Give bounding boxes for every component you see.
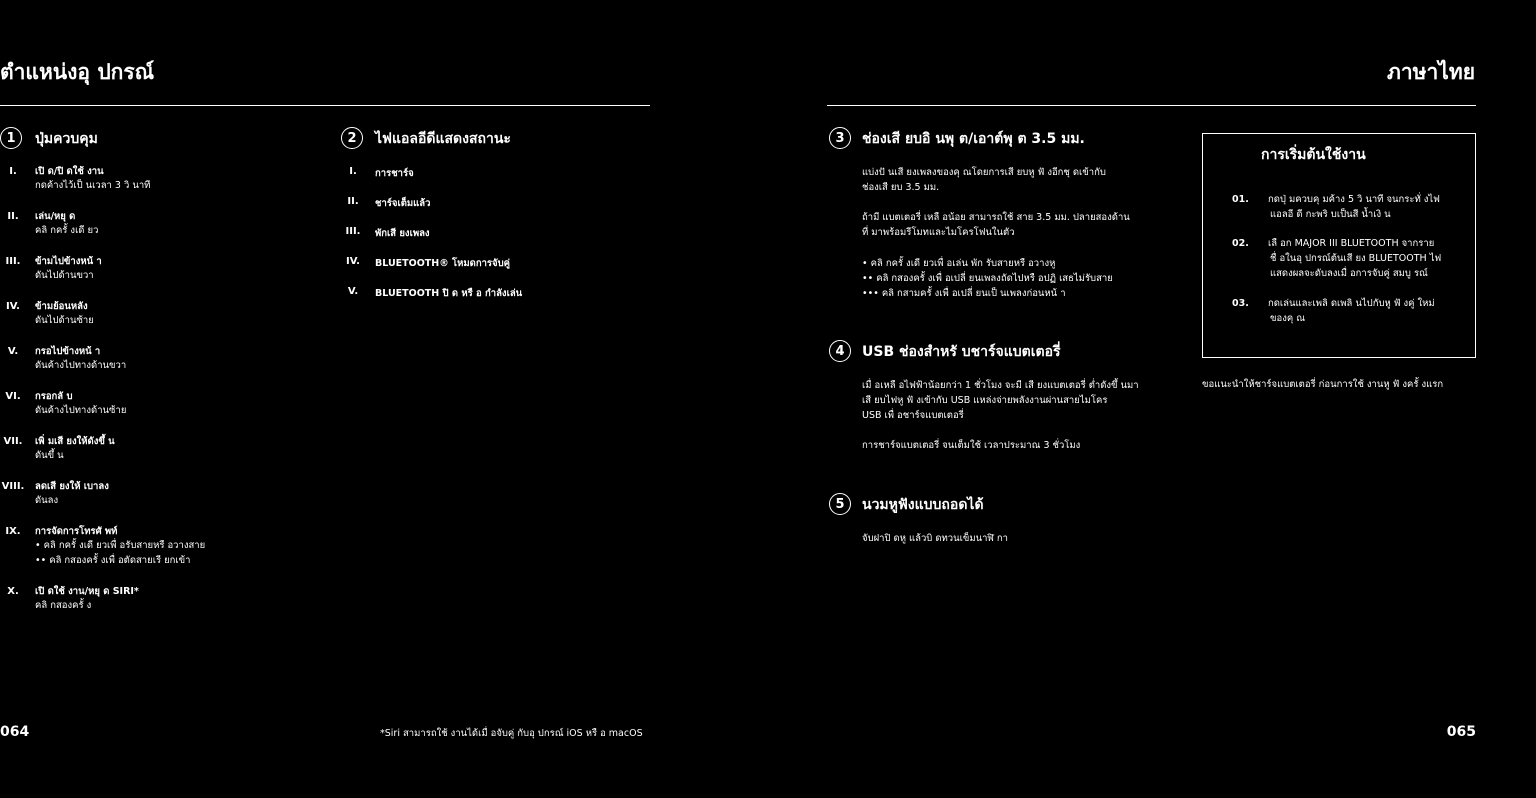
section-title: ปุ่มควบคุม (35, 131, 98, 147)
item-desc: คลิ กสองครั้ ง (35, 600, 92, 611)
section-number: 4 (829, 340, 851, 362)
text-line: USB เพื่ อชาร์จแบตเตอรี่ (862, 410, 964, 421)
section-title: USB ช่องสำหรั บชาร์จแบตเตอรี่ (862, 344, 1061, 360)
item-desc: ดันค้างไปทางด้านซ้าย (35, 405, 127, 416)
text-line: เสี ยบไฟหู ฟั งเข้ากับ USB แหล่งจ่ายพลังงานผ่านสายไมโคร (862, 395, 1108, 406)
item-desc: • คลิ กครั้ งเดี ยวเพื่ อรับสายหรื อวางสาย (35, 540, 206, 551)
bullet-item: • คลิ กครั้ งเดี ยวเพื่ อเล่น พัก รับสายหรื อวางหู (862, 258, 1056, 269)
text-line: จับฝาปิ ดหู แล้วบิ ดทวนเข็มนาฬิ กา (862, 533, 1009, 544)
step-number: 03. (1232, 298, 1249, 309)
item-title: กรอกลั บ (35, 391, 73, 402)
text-line: แบ่งปั นเสี ยงเพลงของคุ ณโดยการเสี ยบหู ฟั งอีกชุ ดเข้ากับ (862, 167, 1106, 178)
section-number: 2 (341, 127, 363, 149)
item-title: ข้ามย้อนหลัง (35, 301, 88, 312)
footnote: *Siri สามารถใช้ งานได้เมื่ อจับคู่ กับอุ ปกรณ์ iOS หรื อ macOS (380, 728, 643, 739)
paragraph (862, 531, 1008, 546)
step-text: กดเล่นและเพลิ ดเพลิ นไปกับหู ฟั งคู่ ใหม่ (1268, 298, 1435, 309)
text-line: การชาร์จแบตเตอรี่ จนเต็มใช้ เวลาประมาณ 3 ชั่วโมง (862, 440, 1081, 451)
item-number: VI. (5, 391, 21, 402)
item-title: BLUETOOTH® โหมดการจับคู่ (375, 258, 510, 269)
step-number: 02. (1232, 238, 1249, 249)
item-title: พักเสี ยงเพลง (375, 228, 430, 239)
item-title: การชาร์จ (375, 168, 414, 179)
section-number: 1 (0, 127, 22, 149)
item-title: ชาร์จเต็มแล้ว (375, 198, 431, 209)
item-number: I. (349, 166, 357, 177)
item-title: เปิ ด/ปิ ดใช้ งาน (35, 166, 104, 177)
item-title: การจัดการโทรศั พท์ (35, 526, 118, 537)
item-number: V. (7, 346, 19, 357)
text-line: ถ้ามี แบตเตอรี่ เหลื อน้อย สามารถใช้ สาย 3.5 มม. ปลายสองด้าน (862, 212, 1130, 223)
text-line: ช่องเสี ยบ 3.5 มม. (862, 182, 940, 193)
step-text: กดปุ่ มควบคุ มค้าง 5 วิ นาที จนกระทั่ งไฟ (1268, 194, 1440, 205)
divider-right (827, 105, 1476, 106)
item-title: BLUETOOTH ปิ ด หรื อ กำลังเล่น (375, 288, 523, 299)
item-desc: ดันไปด้านขวา (35, 270, 94, 281)
getting-started-box (1202, 133, 1476, 358)
item-desc: กดค้างไว้เป็ นเวลา 3 วิ นาที (35, 180, 151, 191)
item-number: IV. (6, 301, 20, 312)
section-title: ไฟแอลอีดีแสดงสถานะ (375, 131, 511, 147)
item-desc: ดันค้างไปทางด้านขวา (35, 360, 127, 371)
item-desc: ดันลง (35, 495, 59, 506)
page-title-left: ตำแหน่งอุ ปกรณ์ (0, 60, 155, 84)
page-title-right: ภาษาไทย (1387, 60, 1475, 84)
paragraph (862, 165, 1106, 195)
item-number: VII. (3, 436, 23, 447)
step-text: แสดงผลจะดับลงเมื่ อการจับคู่ สมบู รณ์ (1270, 268, 1428, 279)
item-title: เพิ่ มเสี ยงให้ดังขึ้ น (35, 436, 115, 447)
item-number: IV. (346, 256, 360, 267)
item-number: II. (7, 211, 19, 222)
paragraph (862, 378, 1139, 423)
item-desc: ดันไปด้านซ้าย (35, 315, 94, 326)
page-number-right: 065 (1446, 724, 1476, 740)
item-title: เปิ ดใช้ งาน/หยุ ด SIRI* (35, 586, 139, 597)
section-number: 5 (829, 493, 851, 515)
paragraph (862, 438, 1080, 453)
text-line: เมื่ อเหลื อไฟฟ้าน้อยกว่า 1 ชั่วโมง จะมี เสี ยงแบตเตอรี่ ต่ำดังขึ้ นมา (862, 380, 1139, 391)
step-text: ชื่ อในอุ ปกรณ์ต้นเสี ยง BLUETOOTH ไฟ (1270, 253, 1442, 264)
bullet-list (862, 256, 1113, 301)
box-title: การเริ่มต้นใช้งาน (1261, 147, 1366, 163)
item-number: II. (347, 196, 359, 207)
item-title: ข้ามไปข้างหน้ า (35, 256, 102, 267)
item-title: กรอไปข้างหน้ า (35, 346, 101, 357)
step-text: แอลอี ดี กะพริ บเป็นสี น้ำเงิ น (1270, 209, 1391, 220)
item-number: III. (345, 226, 361, 237)
item-desc: ดันขึ้ น (35, 450, 64, 461)
item-title: เล่น/หยุ ด (35, 211, 76, 222)
section-title: นวมหูฟังแบบถอดได้ (862, 497, 984, 513)
divider-left (0, 105, 650, 106)
text-line: ที่ มาพร้อมรีโมทและไมโครโฟนในตัว (862, 227, 1015, 238)
item-number: V. (347, 286, 359, 297)
step-text: ของคุ ณ (1270, 313, 1306, 324)
paragraph (862, 210, 1130, 240)
bullet-item: ••• คลิ กสามครั้ งเพื่ อเปลี่ ยนเป็ นเพลงก่อนหน้ า (862, 288, 1066, 299)
item-number: X. (7, 586, 19, 597)
step-number: 01. (1232, 194, 1249, 205)
item-desc: •• คลิ กสองครั้ งเพื่ อตัดสายเรี ยกเข้า (35, 555, 191, 566)
item-desc: คลิ กครั้ งเดี ยว (35, 225, 99, 236)
item-number: III. (5, 256, 21, 267)
item-title: ลดเสี ยงให้ เบาลง (35, 481, 109, 492)
recommendation-note: ขอแนะนำให้ชาร์จแบตเตอรี่ ก่อนการใช้ งานหู ฟั งครั้ งแรก (1202, 379, 1444, 390)
page-number-left: 064 (0, 724, 30, 740)
section-number: 3 (829, 127, 851, 149)
section-title: ช่องเสี ยบอิ นพุ ต/เอาต์พุ ต 3.5 มม. (862, 131, 1085, 147)
item-number: I. (9, 166, 17, 177)
step-text: เลื อก MAJOR III BLUETOOTH จากราย (1268, 238, 1435, 249)
bullet-item: •• คลิ กสองครั้ งเพื่ อเปลี่ ยนเพลงถัดไปหรื อปฏิ เสธไม่รับสาย (862, 273, 1113, 284)
item-number: IX. (5, 526, 21, 537)
item-number: VIII. (1, 481, 25, 492)
